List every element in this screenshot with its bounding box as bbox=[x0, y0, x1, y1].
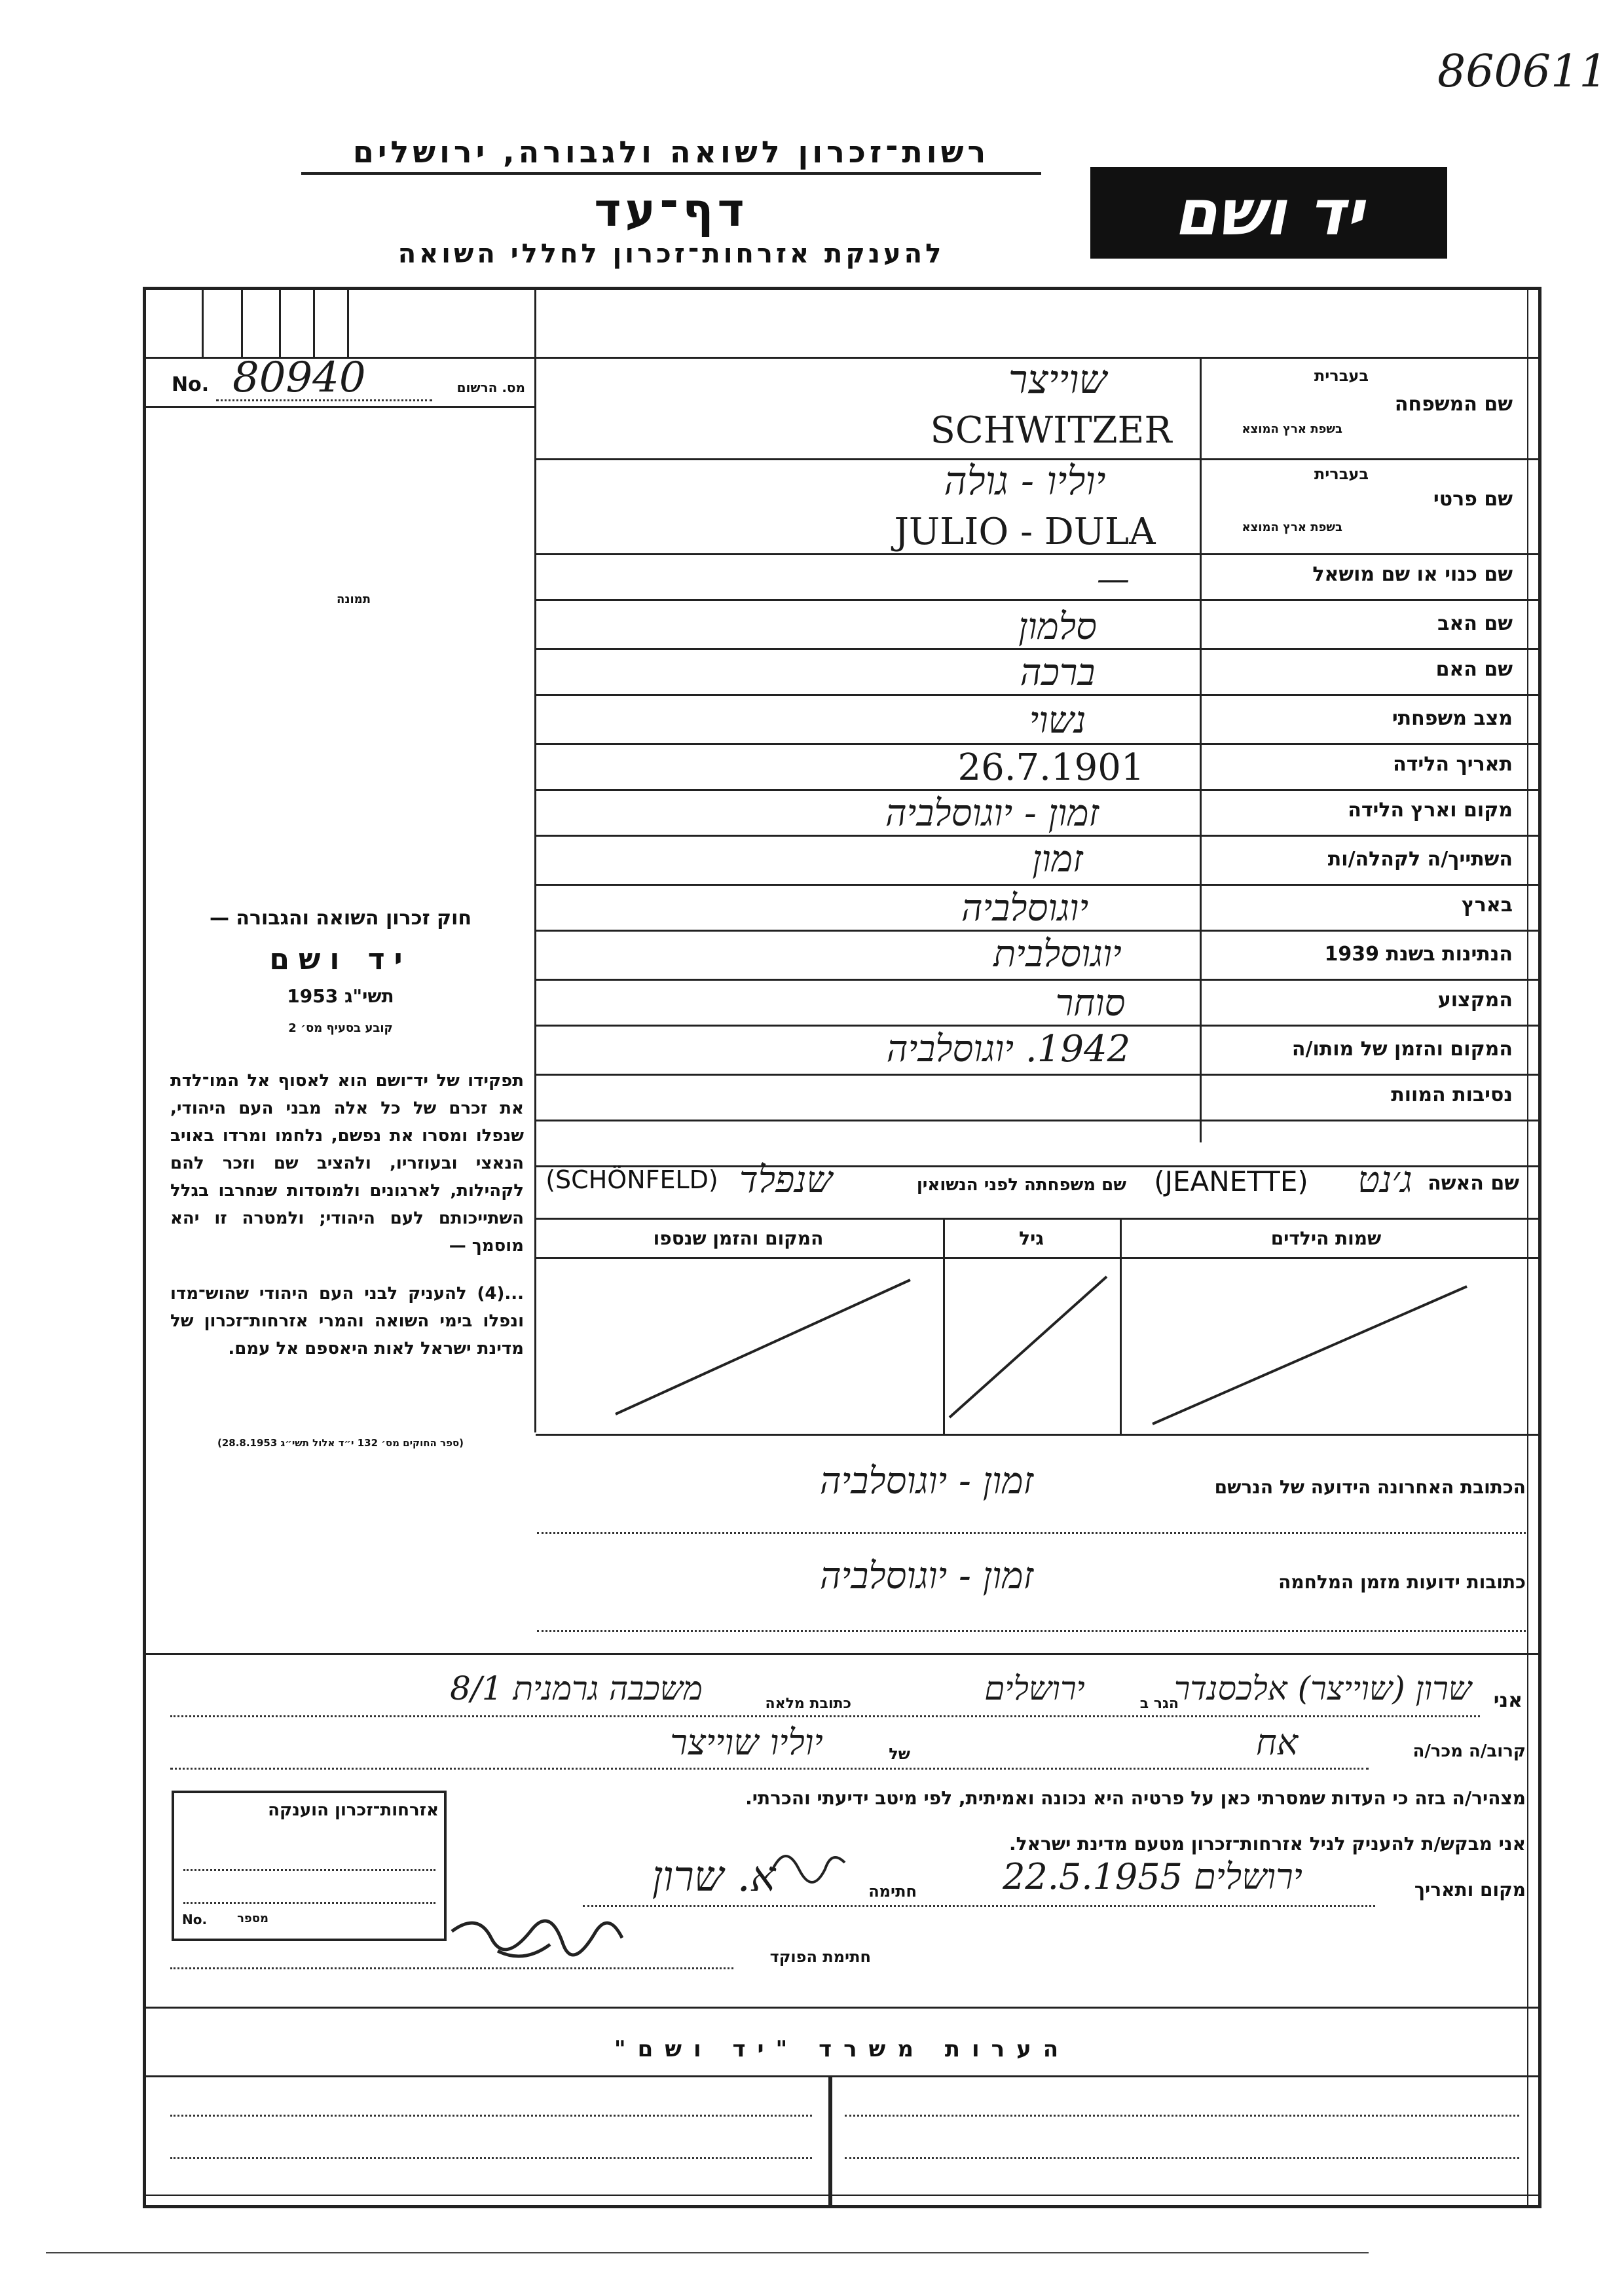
declarant-relation: אח bbox=[1255, 1722, 1299, 1763]
law-paragraph-1: תפקידו של יד־ושם הוא לאסוף אל המו־לדת את זכרם של כל אלה מבני העם היהודי, שנפלו ומסרו את נפשם, נלחמו ומרדו באויב הנאצי ובעוזריו, ולהציב שם וזכר להם לקהילות, לארגונים ולמוסדות שנחרבו בגלל השתייכותם לעם היהודי; ולמטרה זו יהא מוסמך — bbox=[170, 1071, 524, 1256]
field-surname-label: שם המשפחה bbox=[1394, 393, 1513, 416]
registration-number: 80940 bbox=[232, 354, 366, 402]
field-citizenship-value: יוגוסלבית bbox=[993, 933, 1122, 975]
form-title: דף־עד bbox=[594, 183, 748, 237]
field-country-value: יוגוסלביה bbox=[961, 887, 1089, 930]
field-surname-sub1: בעברית bbox=[1314, 367, 1369, 385]
field-firstname-sub1: בעברית bbox=[1314, 465, 1369, 483]
last-address-label: הכתובת האחרונה הידועה של הנרשם bbox=[1214, 1476, 1526, 1498]
field-country-label: בארץ bbox=[1461, 894, 1513, 917]
registration-label: מס. הרשום bbox=[456, 380, 525, 395]
field-community-label: השתייך/ה לקהלה/ות bbox=[1327, 848, 1513, 871]
field-citizenship-label: הנתינות בשנת 1939 bbox=[1324, 943, 1513, 966]
children-col-age: גיל bbox=[1019, 1228, 1044, 1249]
field-alias-value: — bbox=[1097, 560, 1130, 598]
field-surname-latin: SCHWITZER bbox=[930, 409, 1172, 452]
field-circumstances-label: נסיבות המוות bbox=[1391, 1084, 1513, 1106]
wife-name-latin: (JEANETTE) bbox=[1154, 1165, 1308, 1197]
field-profession-value: סוחר bbox=[1055, 982, 1126, 1025]
field-father-value: סלמון bbox=[1018, 606, 1097, 648]
place-date-value: ירושלים 22.5.1955 bbox=[1003, 1856, 1302, 1897]
granted-box-no: No. bbox=[182, 1912, 208, 1927]
archive-number: 860611 bbox=[1437, 46, 1608, 98]
declarant-resides-label: הגר ב bbox=[1139, 1696, 1179, 1712]
officer-signature-label: חתימת הפוקד bbox=[769, 1948, 871, 1966]
field-firstname-latin: JULIO - DULA bbox=[894, 511, 1156, 553]
children-col-place: המקום והזמן שנספו bbox=[653, 1228, 824, 1249]
yad-vashem-logo: יד ושם bbox=[1090, 167, 1447, 259]
field-surname-sub2: בשפת ארץ המוצא bbox=[1242, 422, 1342, 436]
field-birthplace-label: מקום וארץ הלידה bbox=[1348, 799, 1513, 822]
last-address-value: זמון - יוגוסלביה bbox=[819, 1460, 1034, 1503]
declarant-of-label: של bbox=[889, 1745, 910, 1763]
wife-maiden-he: שנפלד bbox=[739, 1159, 833, 1201]
registration-no-label: No. bbox=[172, 373, 210, 396]
field-marital-value: נשוי bbox=[1029, 699, 1086, 742]
field-father-label: שם האב bbox=[1437, 612, 1513, 635]
office-notes-title: הערות משרד "יד ושם" bbox=[614, 2036, 1071, 2062]
field-firstname-he: יוליו - גולה bbox=[944, 458, 1106, 504]
wife-label: שם האשה bbox=[1428, 1172, 1519, 1195]
declarant-city: ירושלים bbox=[984, 1669, 1085, 1707]
field-firstname-label: שם פרטי bbox=[1433, 488, 1513, 511]
photo-label: תמונה bbox=[336, 592, 371, 606]
declarant-relation-label: קרוב/ה מכר/ה bbox=[1412, 1741, 1526, 1761]
granted-box-title: אזרחות־זכרון הוענקה bbox=[268, 1800, 439, 1820]
wife-maiden-label: שם משפחתה לפני הנשואין bbox=[916, 1175, 1126, 1195]
law-year: תשי"ג 1953 bbox=[287, 985, 394, 1007]
declarant-ani: אני bbox=[1493, 1689, 1522, 1712]
law-citation: (ספר החוקים מס׳ 132 י״ד אלול תשי״ג 28.8.1953) bbox=[217, 1437, 464, 1449]
declaration-text: מצהיר/ה בזה כי העדות שמסרתי כאן על פרטיה היא נכונה ואמיתית, לפי מיטב ידיעתי והכרתי. bbox=[745, 1787, 1526, 1809]
wife-name-he: ג׳נט bbox=[1357, 1159, 1412, 1201]
declarant-name: שרון (שוייצר) אלכסנדר bbox=[1173, 1669, 1472, 1707]
form-subtitle: להענקת אזרחות־זכרון לחללי השואה bbox=[397, 239, 945, 269]
declarant-address-label: כתובת מלאה bbox=[765, 1696, 851, 1712]
signature-label: חתימה bbox=[868, 1882, 917, 1901]
field-surname-he: שוייצר bbox=[1008, 357, 1107, 403]
field-community-value: זמון bbox=[1032, 838, 1083, 881]
place-date-label: מקום ותאריך bbox=[1414, 1879, 1526, 1901]
field-mother-label: שם האם bbox=[1435, 658, 1513, 681]
granted-box-no-he: מספר bbox=[237, 1912, 268, 1925]
law-name: יד ושם bbox=[269, 943, 412, 976]
law-clause: קובע בסעיף מס׳ 2 bbox=[288, 1021, 393, 1035]
field-mother-value: ברכה bbox=[1020, 651, 1096, 694]
law-paragraph-2: ...(4) להעניק לבני העם היהודי שהוש־מדו ונפלו בימי השואה והמרי אזרחות־זכרון של מדינת ישראל לאות היאספם אל עמם. bbox=[170, 1284, 524, 1358]
children-col-names: שמות הילדים bbox=[1270, 1228, 1382, 1249]
field-birthdate-label: תאריך הלידה bbox=[1393, 753, 1513, 776]
wife-maiden-latin: (SCHÖNFELD) bbox=[545, 1165, 718, 1194]
field-birthplace-value: זמון - יוגוסלביה bbox=[885, 792, 1099, 835]
field-alias-label: שם כנוי או שם מושאל bbox=[1312, 563, 1513, 586]
declarant-address: משכבה גרמנית 8/1 bbox=[450, 1669, 703, 1707]
field-death-label: המקום והזמן של מותו/ה bbox=[1291, 1038, 1513, 1061]
field-profession-label: המקצוע bbox=[1437, 989, 1513, 1011]
war-address-label: כתובות ידועות מזמן המלחמה bbox=[1278, 1571, 1526, 1593]
field-birthdate-value: 26.7.1901 bbox=[957, 746, 1145, 789]
declarant-signature: א. שרון bbox=[652, 1853, 776, 1901]
request-text: אני מבקש/ת להעניק לניל אזרחות־זכרון מטעם מדינת ישראל. bbox=[1009, 1833, 1526, 1855]
authority-header: רשות־זכרון לשואה ולגבורה, ירושלים bbox=[301, 134, 1041, 175]
declarant-of-name: יוליו שוייצר bbox=[670, 1722, 823, 1763]
war-address-value: זמון - יוגוסלביה bbox=[819, 1555, 1034, 1597]
law-title: חוק זכרון השואה והגבורה — bbox=[209, 907, 472, 930]
field-marital-label: מצב משפחתי bbox=[1392, 707, 1513, 730]
field-firstname-sub2: בשפת ארץ המוצא bbox=[1242, 520, 1342, 534]
field-death-value: 1942. יוגוסלביה bbox=[886, 1028, 1131, 1070]
